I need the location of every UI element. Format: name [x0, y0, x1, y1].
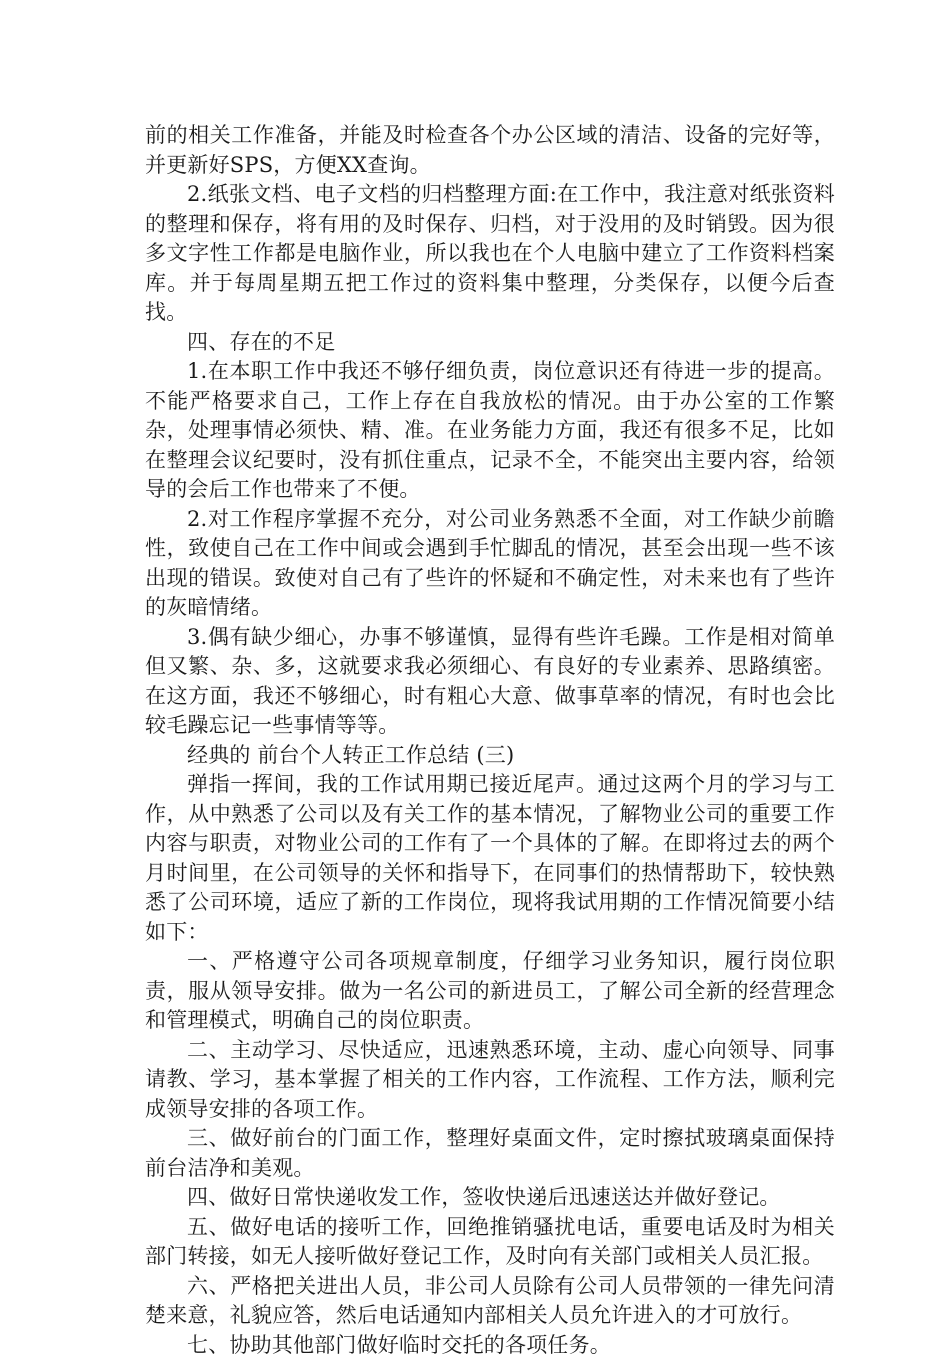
paragraph-shortcoming-1: 1.在本职工作中我还不够仔细负责，岗位意识还有待进一步的提高。不能严格要求自己，工作上存在自我放松的情况。由于办公室的工作繁杂，处理事情必须快、精、准。在业务能力方面，我还有很多不足，比如在整理会议纪要时，没有抓住重点，记录不全，不能突出主要内容，给领导的会后工作也带来了不便。 — [145, 357, 835, 505]
paragraph-item-6: 六、严格把关进出人员，非公司人员除有公司人员带领的一律先问清楚来意，礼貌应答，然后电话通知内部相关人员允许进入的才可放行。 — [145, 1272, 835, 1331]
paragraph-item-5: 五、做好电话的接听工作，回绝推销骚扰电话，重要电话及时为相关部门转接，如无人接听做好登记工作，及时向有关部门或相关人员汇报。 — [145, 1213, 835, 1272]
paragraph-shortcoming-3: 3.偶有缺少细心，办事不够谨慎，显得有些许毛躁。工作是相对简单但又繁、杂、多，这就要求我必须细心、有良好的专业素养、思路缜密。在这方面，我还不够细心，时有粗心大意、做事草率的情况，有时也会比较毛躁忘记一些事情等等。 — [145, 623, 835, 741]
paragraph-item-7: 七、协助其他部门做好临时交托的各项任务。 — [145, 1331, 835, 1360]
paragraph-intro: 弹指一挥间，我的工作试用期已接近尾声。通过这两个月的学习与工作，从中熟悉了公司以及有关工作的基本情况，了解物业公司的重要工作内容与职责，对物业公司的工作有了一个具体的了解。在即将过去的两个月时间里，在公司领导的关怀和指导下，在同事们的热情帮助下，较快熟悉了公司环境，适应了新的工作岗位，现将我试用期的工作情况简要小结如下： — [145, 770, 835, 947]
paragraph-archive-management: 2.纸张文档、电子文档的归档整理方面:在工作中，我注意对纸张资料的整理和保存，将有用的及时保存、归档，对于没用的及时销毁。因为很多文字性工作都是电脑作业，所以我也在个人电脑中建立了工作资料档案库。并于每周星期五把工作过的资料集中整理，分类保存，以便今后查找。 — [145, 180, 835, 328]
paragraph-item-4: 四、做好日常快递收发工作，签收快递后迅速送达并做好登记。 — [145, 1183, 835, 1213]
paragraph-continuation: 前的相关工作准备，并能及时检查各个办公区域的清洁、设备的完好等，并更新好SPS，方便XX查询。 — [145, 121, 835, 180]
document-body — [145, 121, 835, 1360]
paragraph-item-1: 一、严格遵守公司各项规章制度，仔细学习业务知识，履行岗位职责，服从领导安排。做为一名公司的新进员工，了解公司全新的经营理念和管理模式，明确自己的岗位职责。 — [145, 947, 835, 1036]
paragraph-item-3: 三、做好前台的门面工作，整理好桌面文件，定时擦拭玻璃桌面保持前台洁净和美观。 — [145, 1124, 835, 1183]
paragraph-item-2: 二、主动学习、尽快适应，迅速熟悉环境，主动、虚心向领导、同事请教、学习，基本掌握了相关的工作内容，工作流程、工作方法，顺利完成领导安排的各项工作。 — [145, 1036, 835, 1125]
paragraph-shortcoming-2: 2.对工作程序掌握不充分，对公司业务熟悉不全面，对工作缺少前瞻性，致使自己在工作中间或会遇到手忙脚乱的情况，甚至会出现一些不该出现的错误。致使对自己有了些许的怀疑和不确定性，对未来也有了些许的灰暗情绪。 — [145, 505, 835, 623]
article-title: 经典的 前台个人转正工作总结 (三) — [145, 741, 835, 771]
section-heading-shortcomings: 四、存在的不足 — [145, 328, 835, 358]
